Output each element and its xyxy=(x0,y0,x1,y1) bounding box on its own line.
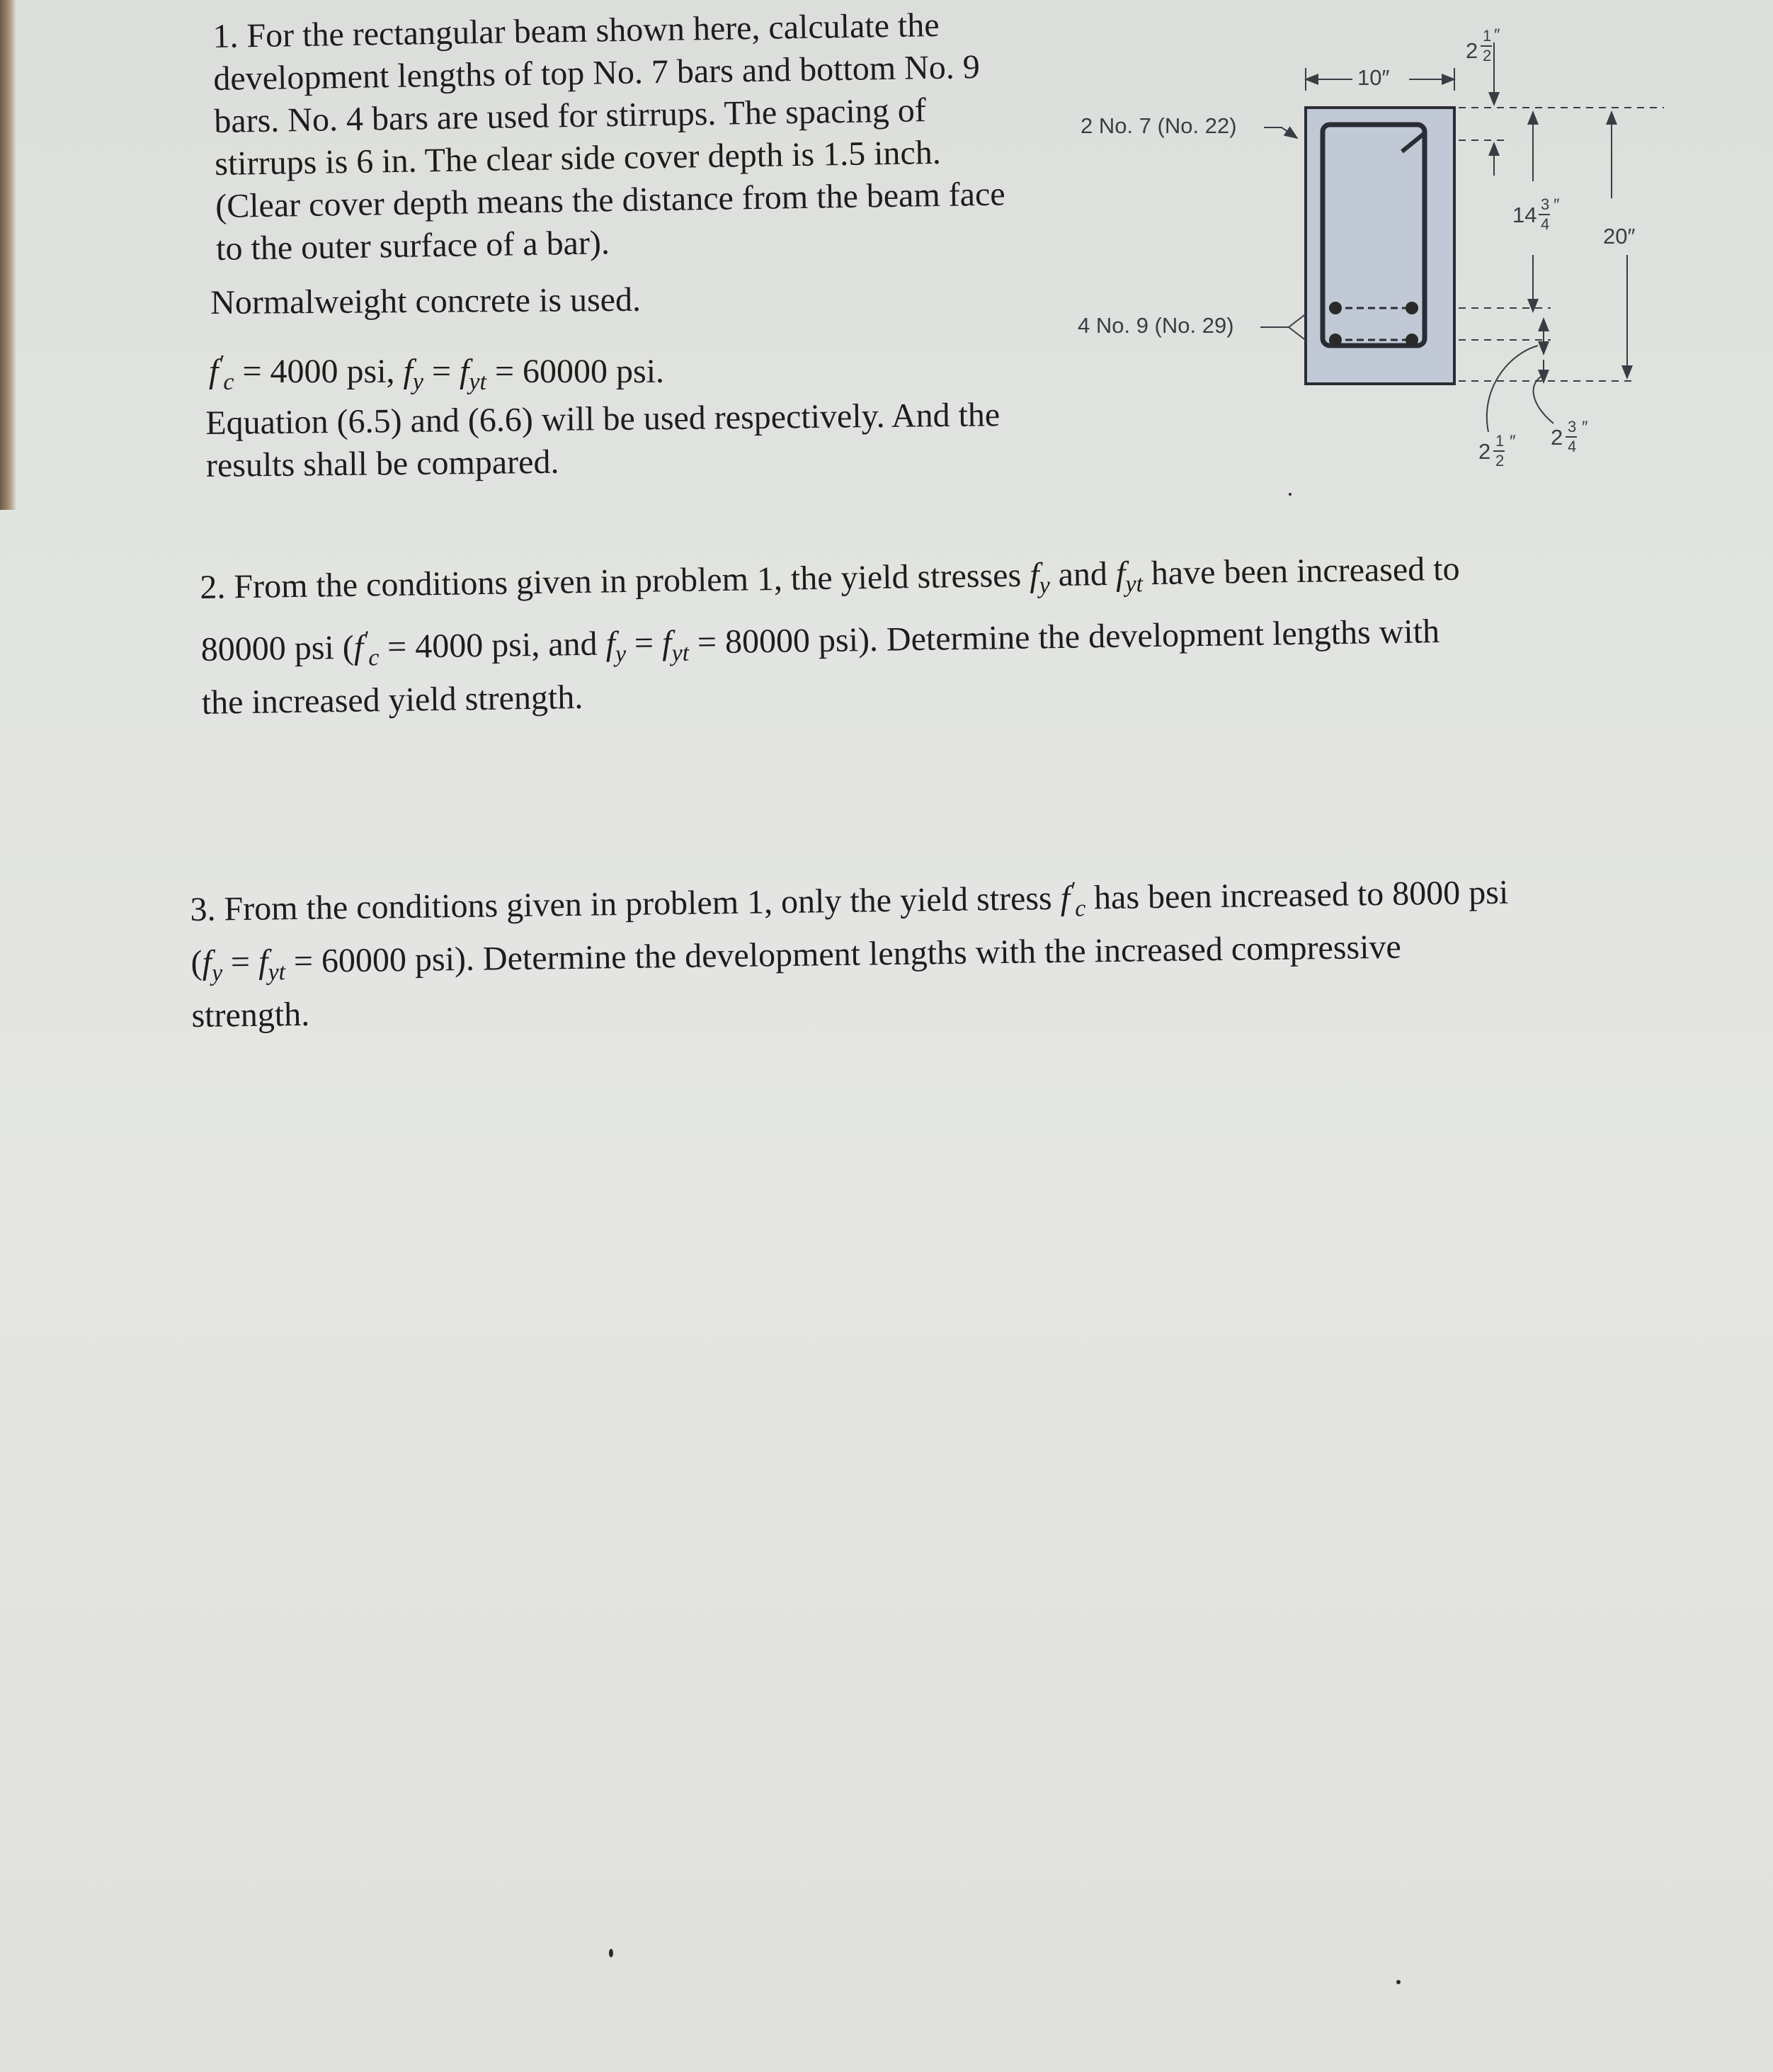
fy-symbol xyxy=(403,353,423,395)
fyt-letter: f xyxy=(460,353,469,390)
problem-3-text-d: = 60000 psi). Determine the development lengths with the increased compressive xyxy=(285,928,1402,981)
fy-symbol: $f_y$ xyxy=(605,625,627,668)
equation-note-line: Equation (6.5) and (6.6) will be used respectively. And the xyxy=(205,396,1000,442)
problem-2-and: and xyxy=(1049,554,1117,594)
cover-arc xyxy=(1487,346,1538,432)
top-cover-whole: 2 xyxy=(1466,38,1478,63)
top-cover-den: 2 xyxy=(1483,47,1492,64)
cover-arc xyxy=(1534,375,1553,423)
problem-3-line-3: strength. xyxy=(191,995,310,1035)
bottom-bars-label: 4 No. 9 (No. 29) xyxy=(1078,313,1234,338)
problem-3-line-2: ($f_y = f_{yt} = 60000$ psi). Determine the development lengths with the increased compressive xyxy=(190,928,1402,986)
problem-2-line-3: the increased yield strength. xyxy=(201,678,583,722)
bottom-bar-leader xyxy=(1260,313,1307,341)
page-edge xyxy=(0,0,16,510)
bottom-cover-2-den: 4 xyxy=(1568,438,1577,455)
fy-symbol: $f_y$ xyxy=(1029,556,1051,599)
equals-sign: = xyxy=(431,353,452,390)
mid-dim-num: 3 xyxy=(1541,195,1550,213)
equation-note-line: results shall be compared. xyxy=(205,443,559,484)
mid-dim-den: 4 xyxy=(1541,215,1550,233)
problem-1-line: bars. No. 4 bars are used for stirrups. The spacing of xyxy=(213,91,927,140)
problem-3-text-a: 3. From the conditions given in problem 1, only the yield stress xyxy=(190,879,1061,928)
beam-concrete xyxy=(1306,108,1454,384)
top-bars-label: 2 No. 7 (No. 22) xyxy=(1081,113,1237,138)
width-label: 10″ xyxy=(1357,65,1390,90)
bottom-bar xyxy=(1329,334,1342,346)
problem-3-text xyxy=(190,863,1510,1037)
concrete-note-text: Normalweight concrete is used. xyxy=(210,280,642,321)
mid-dim-unit: ″ xyxy=(1553,195,1560,215)
problem-1-text xyxy=(212,3,1006,270)
bottom-cover-2-unit: ″ xyxy=(1582,418,1588,437)
bottom-bar xyxy=(1406,302,1418,314)
concrete-note xyxy=(210,279,641,324)
fy-subscript: y xyxy=(412,369,423,395)
mid-dim-label xyxy=(1512,195,1576,245)
fc-letter: f xyxy=(209,353,219,390)
top-cover-label xyxy=(1466,21,1522,64)
problem-2-text-a: 2. From the conditions given in problem 1, the yield stresses xyxy=(200,556,1030,606)
fyt-symbol: $f_{yt}$ xyxy=(258,943,286,986)
problem-1-line: (Clear cover depth means the distance from the beam face xyxy=(215,175,1005,225)
problem-3-text-b: has been increased to 8000 psi xyxy=(1085,873,1509,917)
fyt-symbol: $f_{yt}$ xyxy=(1115,554,1144,598)
beam-section-diagram xyxy=(1055,21,1664,489)
fc-symbol: $f'_c$ xyxy=(1060,876,1086,922)
given-values xyxy=(209,341,664,404)
bottom-cover-1-whole: 2 xyxy=(1478,439,1491,464)
equation-note xyxy=(205,394,1000,487)
fyt-subscript: yt xyxy=(469,369,486,395)
bottom-bar xyxy=(1406,334,1418,346)
fy-letter: f xyxy=(403,353,413,390)
fyt-symbol xyxy=(460,353,486,395)
given-values-line xyxy=(209,341,664,404)
paper-speck xyxy=(1396,1980,1401,1984)
bottom-bar xyxy=(1329,302,1342,314)
problem-2-text xyxy=(200,548,1461,724)
problem-1-line: development lengths of top No. 7 bars and bottom No. 9 xyxy=(212,47,981,98)
problem-1-line: 1. For the rectangular beam shown here, calculate the xyxy=(212,6,940,55)
fc-symbol: $f'_c$ xyxy=(353,625,380,671)
fyt-value: = 60000 psi. xyxy=(494,353,665,390)
problem-1-line: to the outer surface of a bar). xyxy=(215,224,610,268)
problem-2-text-e: = 80000 psi). Determine the development lengths with xyxy=(688,613,1440,661)
bottom-cover-1-unit: ″ xyxy=(1510,432,1516,451)
bottom-cover-2-whole: 2 xyxy=(1551,425,1563,450)
problem-1-line: stirrups is 6 in. The clear side cover depth is 1.5 inch. xyxy=(214,133,942,183)
fc-prime: ′ xyxy=(218,350,224,375)
bottom-cover-2-num: 3 xyxy=(1568,418,1577,436)
problem-3-text-c: ( xyxy=(190,943,203,981)
fy-symbol: $f_y$ xyxy=(202,943,223,986)
bottom-cover-1-label xyxy=(1478,432,1535,482)
problem-2-text-d: = 4000 psi, and xyxy=(378,625,606,666)
top-cover-unit: ″ xyxy=(1494,25,1500,45)
fc-subscript: c xyxy=(223,369,234,395)
total-height-label: 20″ xyxy=(1603,224,1636,249)
top-cover-num: 1 xyxy=(1483,27,1492,45)
paper-speck xyxy=(1289,493,1292,496)
fc-symbol xyxy=(209,350,234,395)
bottom-cover-2-label xyxy=(1551,418,1607,467)
bottom-cover-1-num: 1 xyxy=(1495,432,1505,450)
fyt-symbol: $f_{yt}$ xyxy=(661,624,690,667)
problem-2-line-2: 80000 psi ($f'_c = 4000$ psi, and $f_y = f_{yt} = 80000$ psi). Determine the development lengths with xyxy=(200,613,1440,671)
problem-2-text-c: 80000 psi ( xyxy=(200,628,355,668)
top-bar-leader xyxy=(1264,127,1297,138)
bottom-cover-1-den: 2 xyxy=(1495,452,1505,469)
problem-2-text-b: have been increased to xyxy=(1142,550,1460,593)
fc-value: = 4000 psi, xyxy=(242,353,395,390)
paper-speck xyxy=(609,1949,613,1957)
mid-dim-whole: 14 xyxy=(1512,203,1537,227)
